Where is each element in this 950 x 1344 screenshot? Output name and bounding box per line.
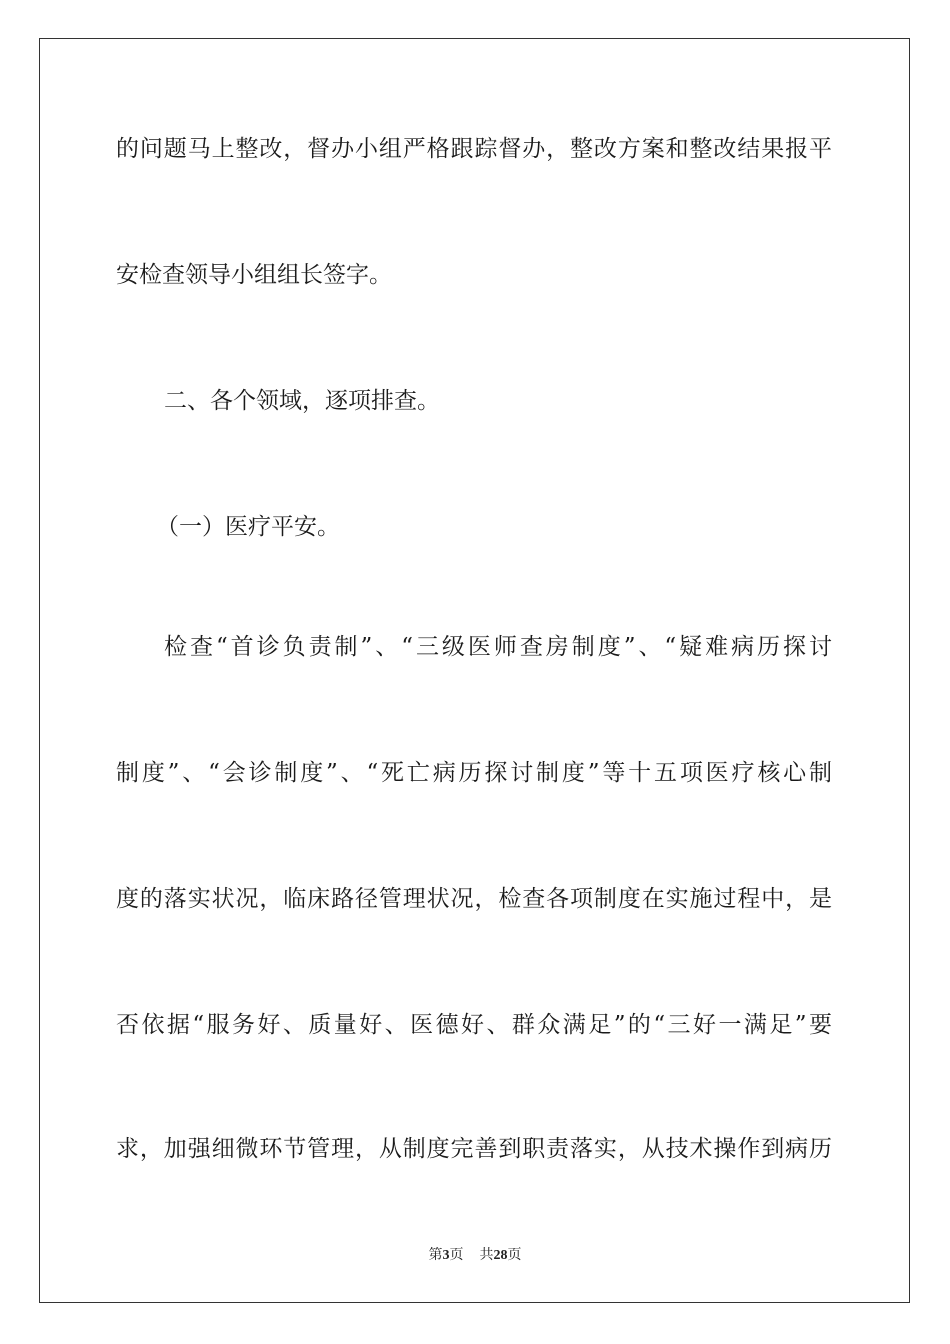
body-line-5: 检查“首诊负责制”、“三级医师查房制度”、“疑难病历探讨 (164, 634, 832, 660)
footer-total-unit: 页 (507, 1247, 522, 1263)
body-line-1: 的问题马上整改，督办小组严格跟踪督办，整改方案和整改结果报平 (116, 136, 832, 162)
body-line-6: 制度”、“会诊制度”、“死亡病历探讨制度”等十五项医疗核心制 (116, 760, 832, 786)
page-frame (39, 38, 910, 1303)
body-line-9: 求，加强细微环节管理，从制度完善到职责落实，从技术操作到病历 (116, 1136, 832, 1162)
footer-page-current: 3 (442, 1248, 450, 1263)
footer-page-unit: 页 (449, 1247, 464, 1263)
body-line-8: 否依据“服务好、质量好、医德好、群众满足”的“三好一满足”要 (116, 1012, 832, 1038)
footer-page-total: 28 (493, 1248, 508, 1263)
footer-page-prefix: 第 (428, 1247, 443, 1263)
page-footer (0, 1246, 950, 1265)
subsection-heading-1: （一）医疗平安。 (156, 514, 340, 540)
footer-total-prefix: 共 (479, 1247, 494, 1263)
body-line-7: 度的落实状况，临床路径管理状况，检查各项制度在实施过程中，是 (116, 886, 832, 912)
body-line-2: 安检查领导小组组长签字。 (116, 262, 392, 288)
section-heading-2: 二、各个领域，逐项排查。 (164, 388, 440, 414)
